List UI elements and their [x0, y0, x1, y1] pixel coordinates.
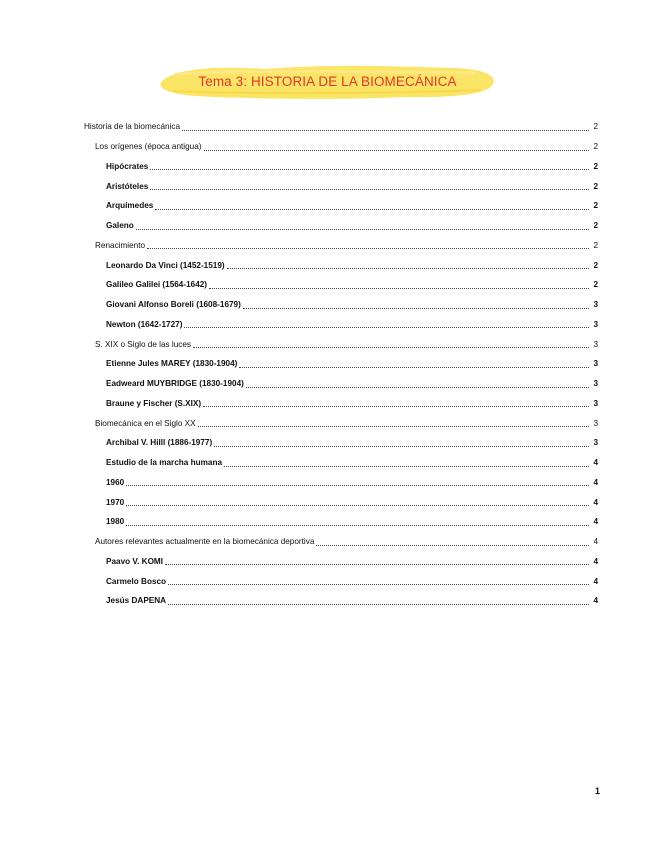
toc-entry[interactable]	[106, 473, 598, 493]
toc-entry[interactable]	[106, 552, 598, 572]
dot-leader	[150, 159, 589, 170]
toc-entry-page: 3	[593, 359, 598, 369]
toc-entry-label: Jesús DAPENA	[106, 596, 167, 606]
toc-entry-label: Biomecánica en el Siglo XX	[95, 418, 196, 428]
dot-leader	[147, 238, 589, 249]
toc-entry-page: 4	[593, 517, 598, 527]
toc-entry-label: Renacimiento	[95, 240, 146, 250]
toc-entry-page: 4	[593, 596, 598, 606]
page-number: 1	[594, 786, 600, 796]
dot-leader	[214, 436, 589, 447]
dot-leader	[209, 278, 589, 289]
toc-entry-page: 2	[593, 161, 598, 171]
toc-entry-page: 3	[593, 300, 598, 310]
toc-entry[interactable]	[106, 394, 598, 414]
dot-leader	[203, 396, 589, 407]
toc-entry-page: 2	[593, 122, 598, 132]
toc-entry-page: 4	[593, 458, 598, 468]
toc-entry-label: 1970	[106, 497, 125, 507]
toc-entry[interactable]	[106, 315, 598, 335]
toc-entry[interactable]	[106, 453, 598, 473]
toc-entry[interactable]	[106, 196, 598, 216]
toc-entry[interactable]	[106, 512, 598, 532]
dot-leader	[198, 416, 589, 427]
toc-entry-page: 3	[593, 398, 598, 408]
dot-leader	[239, 357, 589, 368]
toc-entry-label: Los orígenes (época antigua)	[95, 142, 202, 152]
toc-entry-label: Galileo Galilei (1564-1642)	[106, 280, 208, 290]
toc-entry-page: 4	[593, 556, 598, 566]
toc-entry-label: Galeno	[106, 221, 134, 231]
toc-entry[interactable]	[95, 413, 598, 433]
toc-entry[interactable]	[106, 275, 598, 295]
toc-entry-page: 2	[593, 181, 598, 191]
toc-entry[interactable]	[106, 255, 598, 275]
toc-entry-label: Etienne Jules MAREY (1830-1904)	[106, 359, 238, 369]
toc-entry-page: 4	[593, 537, 598, 547]
toc-entry-label: Hipócrates	[106, 161, 149, 171]
dot-leader	[243, 298, 589, 309]
toc-entry-label: Newton (1642-1727)	[106, 319, 183, 329]
toc-entry-label: Eadweard MUYBRIDGE (1830-1904)	[106, 379, 244, 389]
toc-entry-label: 1960	[106, 477, 125, 487]
dot-leader	[193, 337, 589, 348]
dot-leader	[227, 258, 589, 269]
dot-leader	[155, 199, 589, 210]
toc-entry-page: 2	[593, 221, 598, 231]
toc-entry[interactable]	[106, 216, 598, 236]
toc-entry-page: 4	[593, 477, 598, 487]
toc-entry[interactable]	[106, 176, 598, 196]
toc-entry[interactable]	[95, 236, 598, 256]
dot-leader	[126, 495, 589, 506]
toc-entry[interactable]	[106, 492, 598, 512]
toc-entry-label: Archibal V. Hilll (1886-1977)	[106, 438, 213, 448]
toc-entry[interactable]	[95, 532, 598, 552]
toc-entry[interactable]	[106, 571, 598, 591]
dot-leader	[168, 594, 589, 605]
toc-entry[interactable]	[106, 157, 598, 177]
dot-leader	[184, 317, 589, 328]
toc-entry-page: 2	[593, 280, 598, 290]
toc-entry[interactable]	[95, 334, 598, 354]
toc-entry[interactable]	[106, 591, 598, 611]
toc-entry-page: 2	[593, 142, 598, 152]
title-highlight	[155, 60, 500, 104]
toc-entry-label: 1980	[106, 517, 125, 527]
toc-entry[interactable]	[106, 354, 598, 374]
dot-leader	[246, 377, 589, 388]
toc-entry[interactable]	[95, 137, 598, 157]
toc-entry-page: 3	[593, 339, 598, 349]
dot-leader	[168, 574, 589, 585]
toc-entry-label: Estudio de la marcha humana	[106, 458, 223, 468]
toc-entry-label: Autores relevantes actualmente en la biomecánica deportiva	[95, 537, 315, 547]
dot-leader	[165, 554, 589, 565]
toc-entry-label: S. XIX o Siglo de las luces	[95, 339, 192, 349]
toc-entry-page: 2	[593, 260, 598, 270]
toc-entry[interactable]	[106, 433, 598, 453]
dot-leader	[182, 120, 589, 131]
dot-leader	[224, 456, 589, 467]
dot-leader	[126, 475, 589, 486]
toc-entry-label: Giovani Alfonso Boreli (1608-1679)	[106, 300, 241, 310]
dot-leader	[316, 535, 589, 546]
toc-entry-label: Leonardo Da Vinci (1452-1519)	[106, 260, 225, 270]
toc-entry-page: 3	[593, 418, 598, 428]
toc-entry-label: Aristóteles	[106, 181, 149, 191]
dot-leader	[150, 179, 589, 190]
toc-entry-label: Braune y Fischer (S.XIX)	[106, 398, 202, 408]
toc-entry-page: 3	[593, 438, 598, 448]
dot-leader	[136, 219, 589, 230]
toc-entry[interactable]	[106, 374, 598, 394]
dot-leader	[204, 140, 589, 151]
toc-entry-label: Historia de la biomecánica	[84, 122, 181, 132]
toc-entry-page: 3	[593, 379, 598, 389]
toc-entry-page: 2	[593, 201, 598, 211]
toc-entry-page: 2	[593, 240, 598, 250]
toc-entry-label: Paavo V. KOMI	[106, 556, 164, 566]
toc-entry[interactable]	[84, 117, 598, 137]
toc-entry-page: 3	[593, 319, 598, 329]
toc-entry[interactable]	[106, 295, 598, 315]
toc-entry-label: Carmelo Bosco	[106, 576, 167, 586]
toc-entry-page: 4	[593, 576, 598, 586]
dot-leader	[126, 515, 589, 526]
document-title: Tema 3: HISTORIA DE LA BIOMECÁNICA	[198, 74, 457, 89]
toc-entry-page: 4	[593, 497, 598, 507]
toc-entry-label: Arquímedes	[106, 201, 154, 211]
